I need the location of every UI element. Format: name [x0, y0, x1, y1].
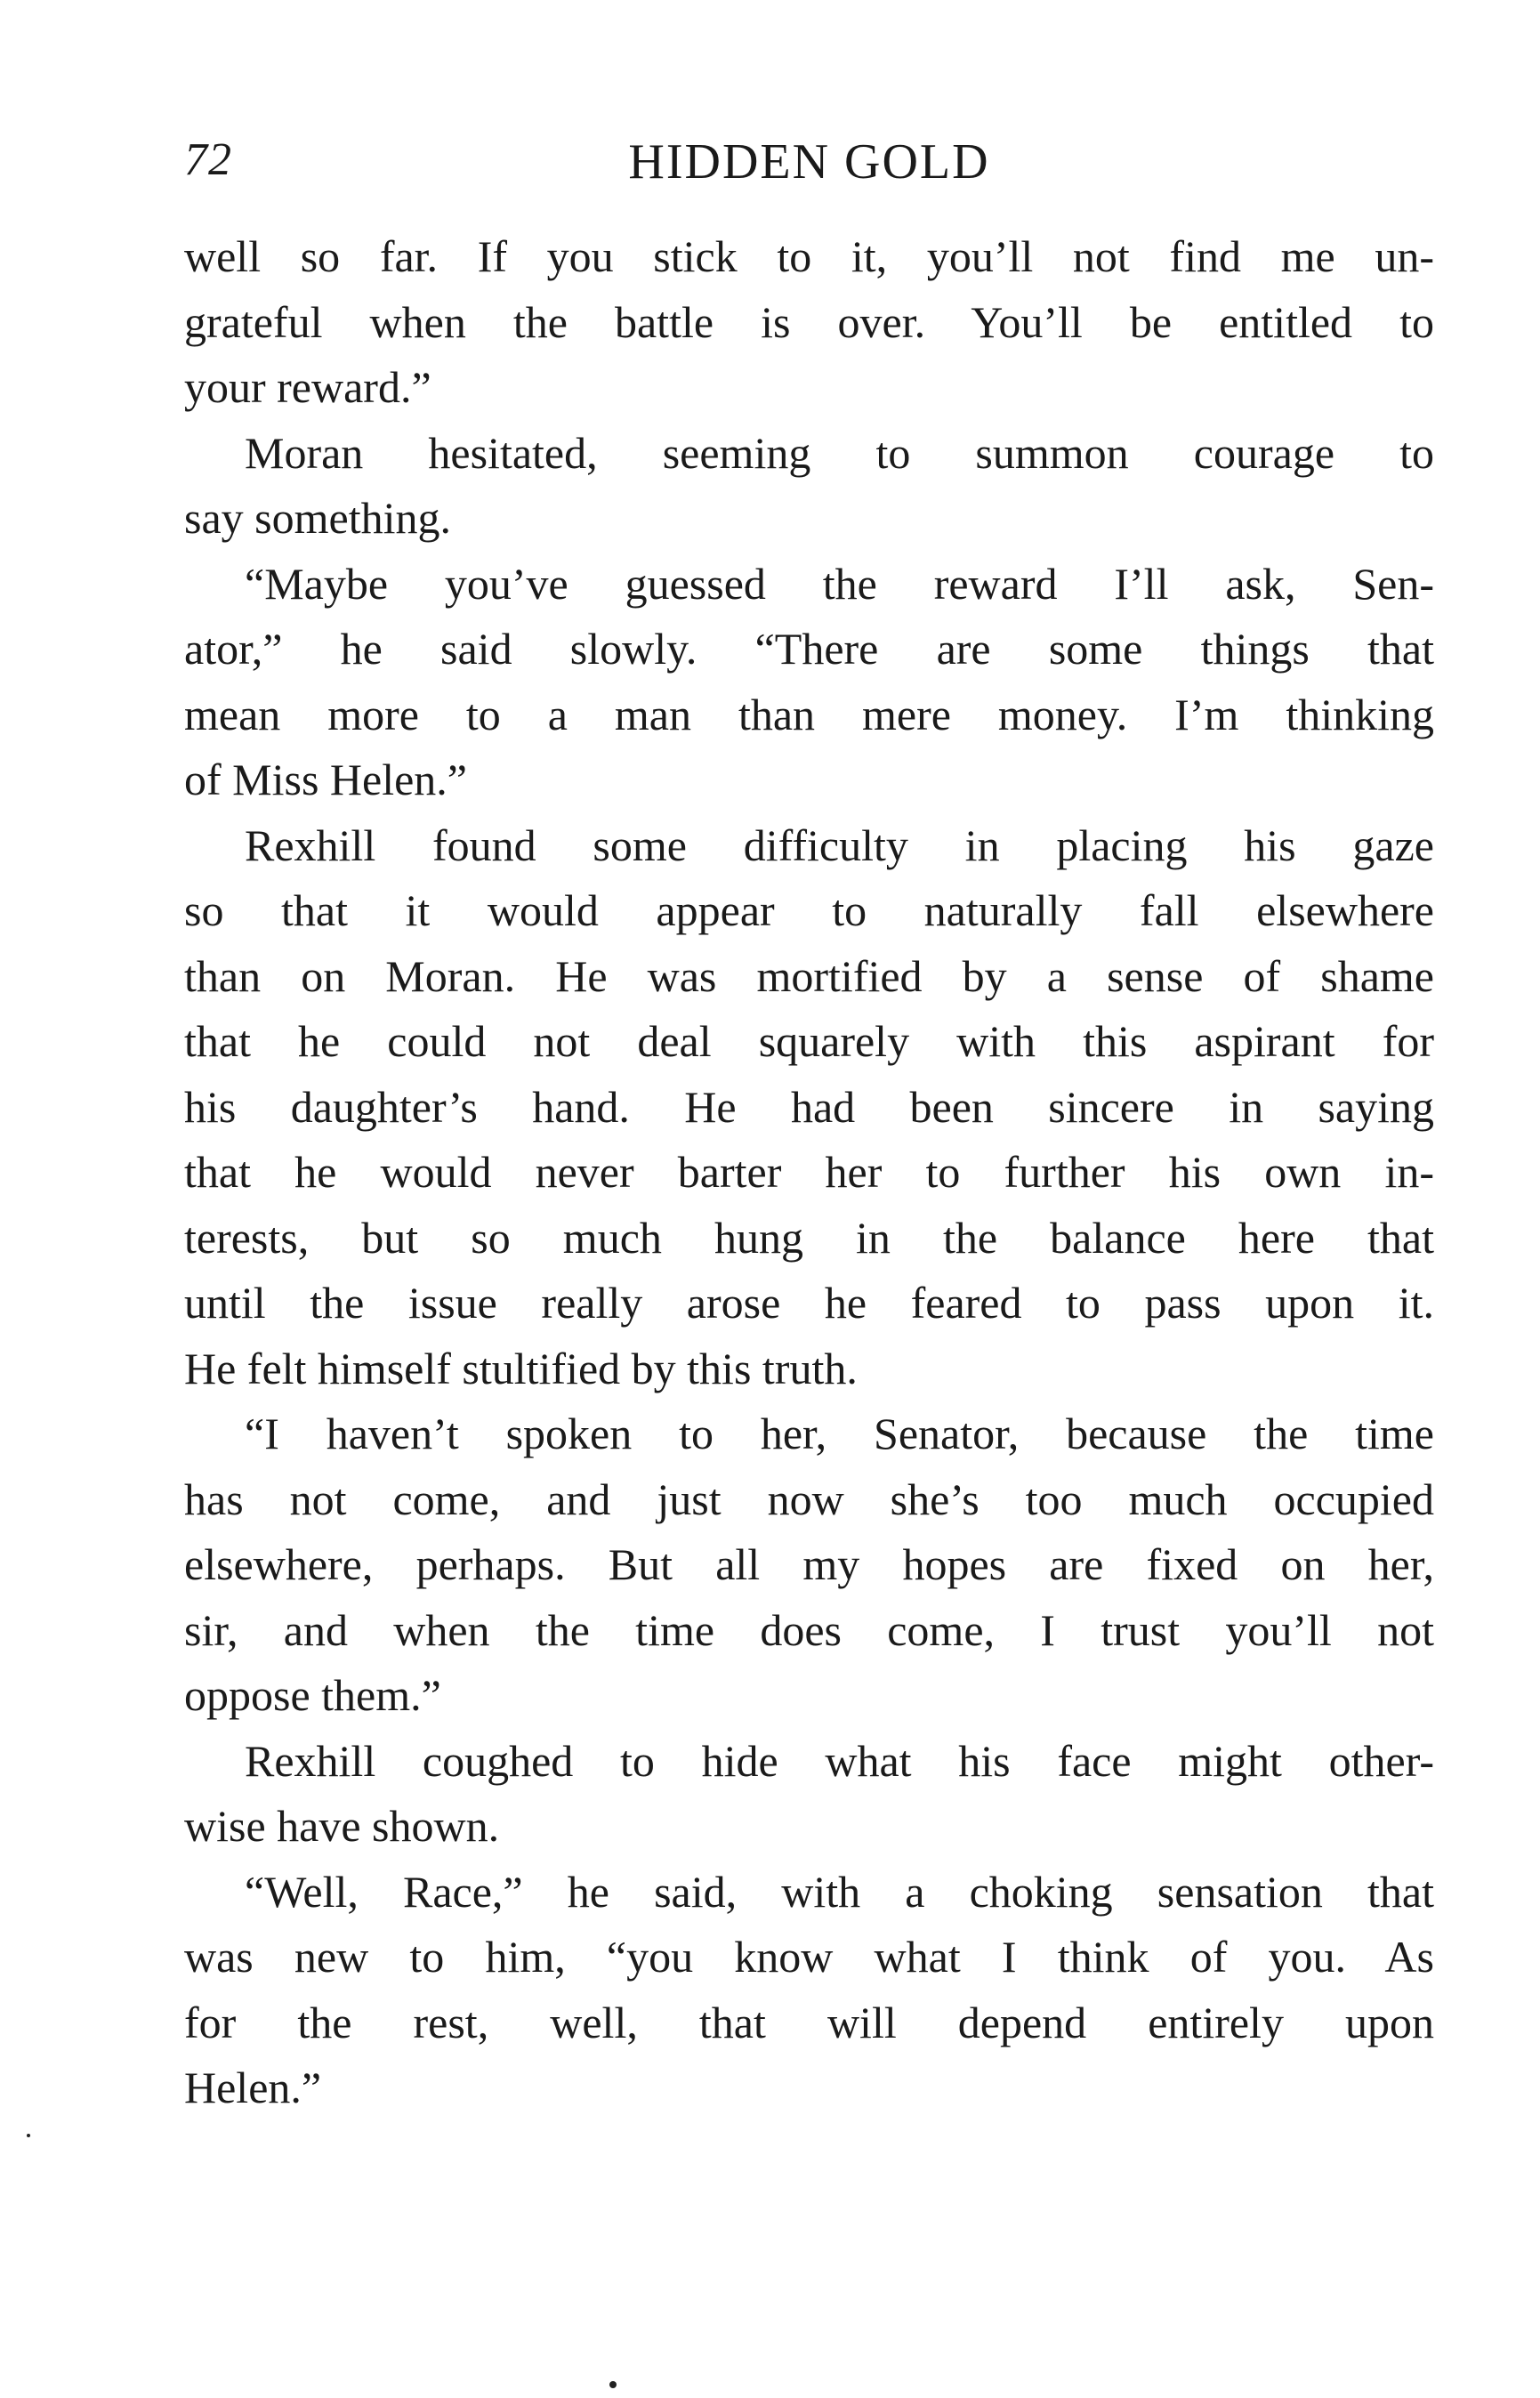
- text-line: that he could not deal squarely with this aspirant for: [184, 1016, 1434, 1066]
- page-number: 72: [184, 134, 232, 185]
- text-line: of Miss Helen.”: [184, 755, 467, 804]
- text-line: Moran hesitated, seeming to summon courage to: [245, 427, 1434, 478]
- text-line: sir, and when the time does come, I trust you’ll not: [184, 1604, 1434, 1655]
- text-line: say something.: [184, 493, 451, 543]
- text-line: that he would never barter her to further his own in-: [184, 1147, 1434, 1197]
- text-line: so that it would appear to naturally fall elsewhere: [184, 885, 1434, 935]
- text-line: mean more to a man than mere money. I’m thinking: [184, 689, 1434, 739]
- text-line: elsewhere, perhaps. But all my hopes are fixed on her,: [184, 1539, 1434, 1589]
- text-line: “Maybe you’ve guessed the reward I’ll ask, Sen-: [245, 558, 1434, 609]
- text-line: “Well, Race,” he said, with a choking sensation that: [245, 1866, 1434, 1917]
- scan-speck: [27, 2134, 30, 2137]
- text-line: his daughter’s hand. He had been sincere in saying: [184, 1081, 1434, 1132]
- running-head: [184, 133, 1434, 196]
- body-text: [184, 224, 1434, 2121]
- text-line: terests, but so much hung in the balance here that: [184, 1212, 1434, 1263]
- text-line: oppose them.”: [184, 1670, 441, 1720]
- text-line: well so far. If you stick to it, you’ll not find me un-: [184, 231, 1434, 281]
- text-line: Rexhill coughed to hide what his face might other-: [245, 1735, 1434, 1786]
- text-line: Helen.”: [184, 2063, 322, 2112]
- text-line: was new to him, “you know what I think of you. As: [184, 1932, 1434, 1982]
- text-line: your reward.”: [184, 362, 431, 412]
- text-line: than on Moran. He was mortified by a sense of shame: [184, 950, 1434, 1001]
- text-line: for the rest, well, that will depend entirely upon: [184, 1997, 1434, 2047]
- text-line: has not come, and just now she’s too much occupied: [184, 1474, 1434, 1524]
- text-line: wise have shown.: [184, 1801, 500, 1851]
- text-line: He felt himself stultified by this truth.: [184, 1343, 858, 1393]
- running-title: HIDDEN GOLD: [628, 134, 990, 190]
- text-line: until the issue really arose he feared to pass upon it.: [184, 1278, 1434, 1328]
- scan-speck: [609, 2381, 617, 2388]
- text-line: grateful when the battle is over. You’ll be entitled to: [184, 296, 1434, 347]
- text-line: ator,” he said slowly. “There are some things that: [184, 624, 1434, 674]
- text-line: Rexhill found some difficulty in placing his gaze: [245, 820, 1434, 870]
- text-line: “I haven’t spoken to her, Senator, because the time: [245, 1409, 1434, 1458]
